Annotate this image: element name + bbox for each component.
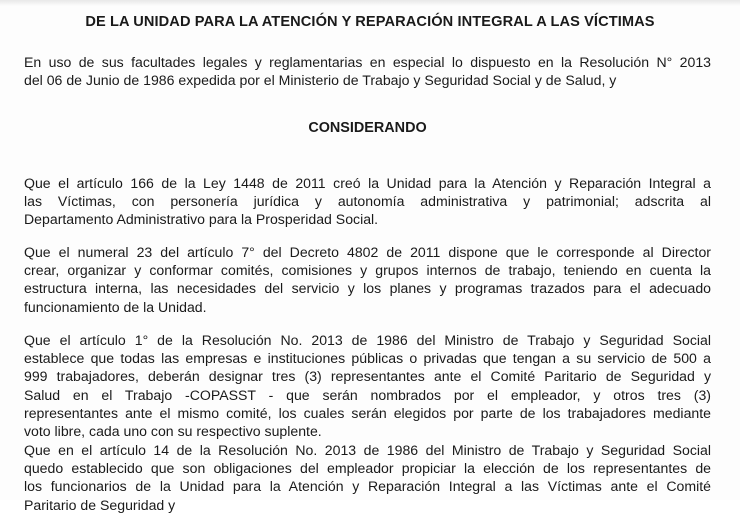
paragraph-line: los funcionarios de la Unidad para la Atención y Reparación Integral a las Víctimas ante el Comité: [24, 478, 711, 495]
paragraph-line: 999 trabajadores, deberán designar tres (3) representantes ante el Comité Paritario de Seguridad y: [24, 368, 711, 385]
paragraph-line: voto libre, cada uno con su respectivo suplente.: [24, 423, 322, 440]
paragraph-line: estructura interna, las necesidades del servicio y los planes y programas trazados para el adecuado: [24, 280, 711, 297]
considerando-paragraph-4: [24, 441, 711, 514]
paragraph-line: Paritario de Seguridad y: [24, 496, 176, 513]
paragraph-line: quedo establecido que son obligaciones del empleador propiciar la elección de los representantes de: [24, 460, 711, 477]
paragraph-line: Que el artículo 1° de la Resolución No. 2013 de 1986 del Ministro de Trabajo y Seguridad Social: [24, 332, 711, 348]
paragraph-line: Departamento Administrativo para la Prosperidad Social.: [24, 211, 379, 228]
scan-edge: [0, 0, 740, 6]
considerando-paragraph-2: [24, 243, 711, 316]
intro-line: del 06 de Junio de 1986 expedida por el Ministerio de Trabajo y Seguridad Social y de Salud, y: [24, 72, 617, 89]
paragraph-line: Que el numeral 23 del artículo 7° del Decreto 4802 de 2011 dispone que le corresponde al Director: [24, 244, 711, 260]
paragraph-line: crear, organizar y conformar comités, comisiones y grupos internos de trabajo, teniendo en cuenta la: [24, 262, 711, 279]
document-heading: DE LA UNIDAD PARA LA ATENCIÓN Y REPARACIÓN INTEGRAL A LAS VÍCTIMAS: [85, 14, 655, 30]
paragraph-line: Salud en el Trabajo -COPASST - que serán nombrados por el empleador, y otros tres (3): [24, 386, 711, 403]
paragraph-line: Que el artículo 166 de la Ley 1448 de 2011 creó la Unidad para la Atención y Reparación Integral a: [24, 175, 711, 191]
paragraph-line: Que en el artículo 14 de la Resolución No. 2013 de 1986 del Ministro de Trabajo y Seguridad Social: [24, 442, 711, 458]
paragraph-line: establece que todas las empresas e instituciones públicas o privadas que tengan a su servicio de 500 a: [24, 350, 711, 367]
section-title: CONSIDERANDO: [308, 120, 427, 136]
paragraph-line: las Víctimas, con personería jurídica y autonomía administrativa y patrimonial; adscrita al: [24, 193, 711, 210]
intro-paragraph: [24, 53, 711, 89]
considerando-paragraph-3: [24, 331, 711, 440]
intro-line: En uso de sus facultades legales y reglamentarias en especial lo dispuesto en la Resolución N° 2013: [24, 54, 711, 70]
considerando-paragraph-1: [24, 174, 711, 229]
paragraph-line: representantes ante el mismo comité, los cuales serán elegidos por parte de los trabajadores mediante: [24, 404, 711, 421]
paragraph-line: funcionamiento de la Unidad.: [24, 298, 207, 315]
